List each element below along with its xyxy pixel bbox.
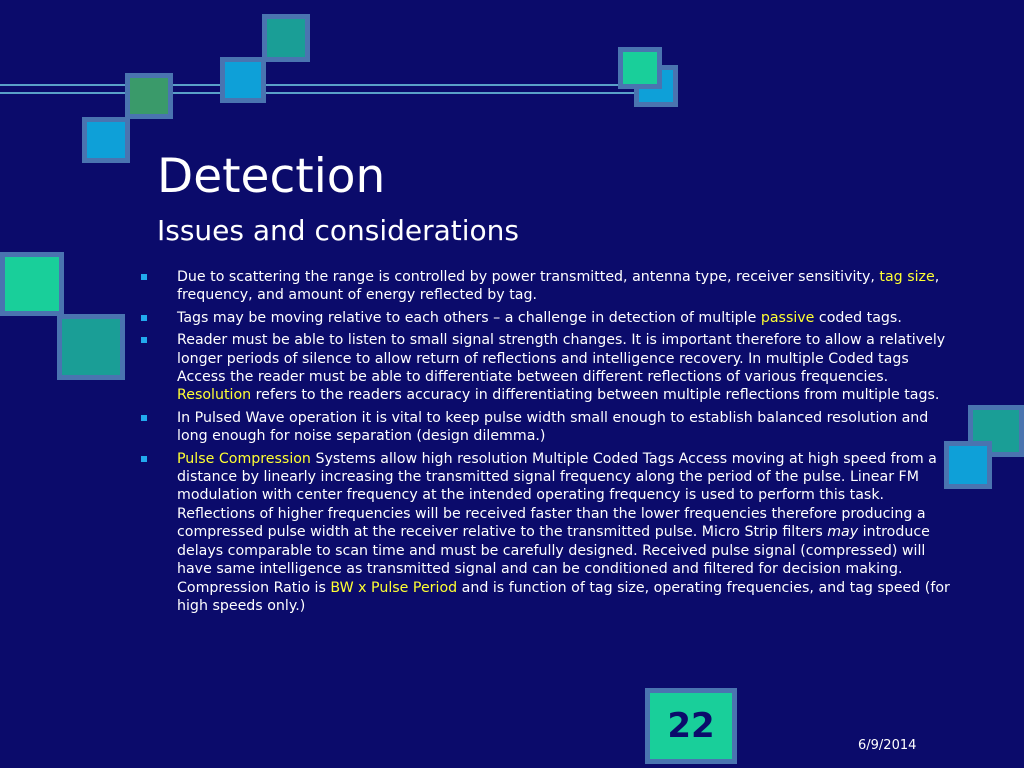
- slide-title: Detection: [157, 149, 386, 204]
- highlighted-term: tag size: [879, 269, 935, 285]
- bullet-square-icon: [141, 337, 147, 343]
- bullet-item: [140, 309, 950, 327]
- bullet-text: Reader must be able to listen to small signal strength changes. It is important therefore to allow a relatively longer periods of silence to allow return of reflections and intelligence recovery. In multiple Coded tags Access the reader must be able to differentiate between different reflections of various frequencies.: [177, 332, 946, 386]
- bullet-item: [140, 331, 950, 405]
- decor-line-top-2: [0, 92, 640, 94]
- highlighted-term: BW x Pulse Period: [330, 579, 458, 596]
- bullet-text: In Pulsed Wave operation it is vital to keep pulse width small enough to establish balanced resolution and long enough for noise separation (design dilemma.): [177, 409, 929, 445]
- decor-square: [220, 57, 266, 103]
- decor-square: [618, 47, 662, 89]
- bullet-square-icon: [141, 456, 147, 462]
- page-number-badge: [645, 688, 737, 764]
- decor-square: [944, 441, 992, 489]
- bullet-text: may: [827, 524, 859, 541]
- bullet-text: Due to scattering the range is controlled by power transmitted, antenna type, receiver sensitivity,: [177, 269, 880, 285]
- decor-line-top-1: [0, 84, 640, 86]
- decor-square: [125, 73, 173, 119]
- bullet-text: , frequency, and amount of energy reflected by tag.: [177, 269, 940, 304]
- bullet-square-icon: [141, 274, 147, 280]
- highlighted-term: passive: [760, 309, 815, 326]
- bullet-text: Systems allow high resolution Multiple Coded Tags Access moving at high speed from a distance by linearly increasing the transmitted signal frequency along the period of the pulse. Linear FM modulation with center frequency at the intended operating frequency is used to perform this task. Reflections of higher frequencies will be received faster than the lower frequencies therefore producing a compressed pulse width at the receiver relative to the transmitted pulse. Micro Strip filters: [177, 450, 937, 541]
- slide-date: 6/9/2014: [858, 738, 917, 753]
- bullet-text: introduce delays comparable to scan time and must be carefully designed. Received pulse signal (compressed) will have same intelligence as transmitted signal and can be conditioned and filtered for decision making. Compression Ratio is: [177, 524, 930, 596]
- decor-square: [0, 252, 64, 316]
- highlighted-term: Resolution: [177, 387, 252, 404]
- bullet-square-icon: [141, 415, 147, 421]
- slide-subtitle: Issues and considerations: [157, 214, 520, 247]
- bullet-text: coded tags.: [814, 309, 902, 326]
- bullet-item: [140, 409, 950, 446]
- bullet-text: Tags may be moving relative to each others – a challenge in detection of multiple: [177, 309, 761, 326]
- bullet-list: [140, 268, 950, 619]
- bullet-item: [140, 450, 950, 616]
- highlighted-term: Pulse Compression: [177, 450, 311, 467]
- bullet-text: and is function of tag size, operating frequencies, and tag speed (for high speeds only.): [177, 579, 950, 614]
- bullet-square-icon: [141, 315, 147, 321]
- decor-square: [82, 117, 130, 163]
- bullet-item: [140, 268, 950, 305]
- page-number: 22: [667, 706, 715, 746]
- decor-square: [262, 14, 310, 62]
- bullet-text: refers to the readers accuracy in differentiating between multiple reflections from multiple tags.: [251, 387, 940, 404]
- decor-square: [57, 314, 125, 380]
